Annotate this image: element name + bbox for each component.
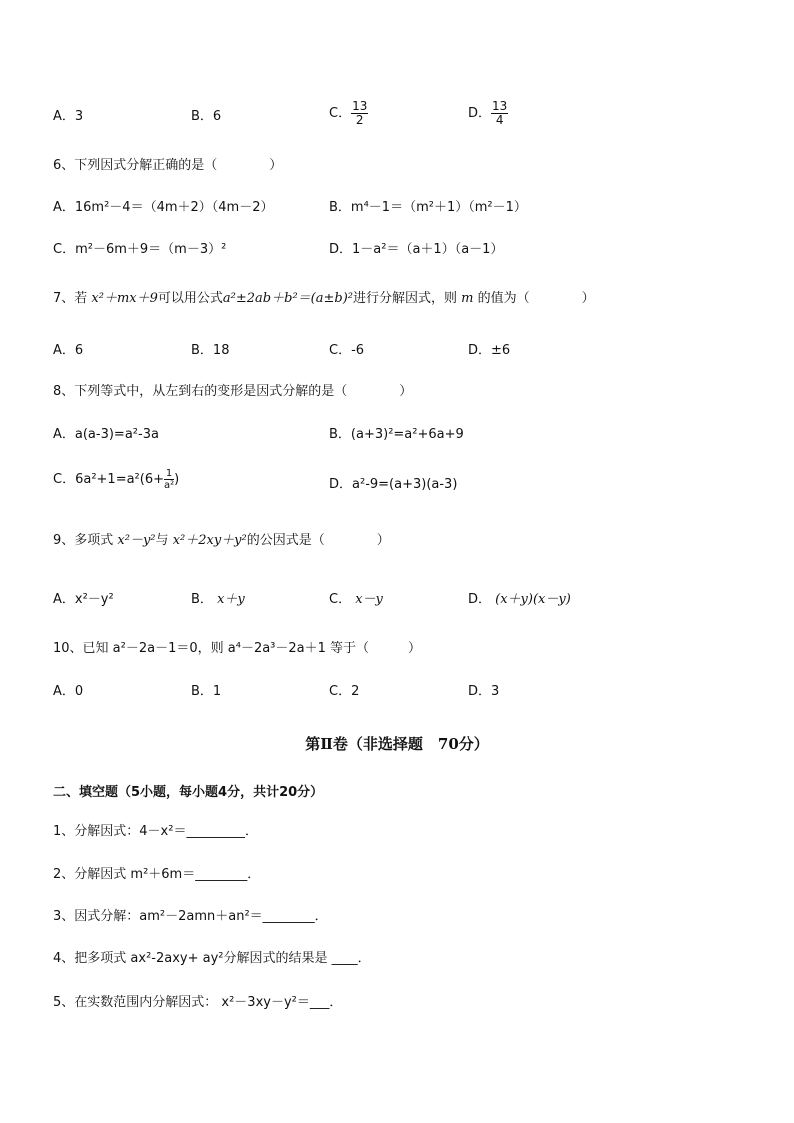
fraction-numerator: 1	[165, 468, 173, 479]
q6-option-c: C．m²－6m＋9＝（m－3）²	[53, 242, 227, 257]
q10-stem: 10、已知 a²－2a－1＝0，则 a⁴－2a³－2a＋1 等于（ ）	[53, 641, 422, 656]
q9-expression-1: x²－y²	[117, 533, 156, 548]
q8-option-b: B．(a+3)²=a²+6a+9	[329, 427, 464, 442]
q10-option-c: C．2	[329, 684, 360, 699]
q5-option-c-label: C．	[329, 106, 352, 121]
q8-option-c-expression: C．6a²+1=a²(6+	[53, 472, 164, 487]
fraction-numerator: 13	[492, 99, 508, 113]
q9-option-b-expression: x＋y	[217, 592, 245, 607]
q9-expression-2: x²＋2xy＋y²	[172, 533, 247, 548]
q7-formula: a²±2ab＋b²＝(a±b)²	[222, 291, 353, 306]
q9-option-d-label: D．	[468, 592, 492, 607]
q9-stem-middle: 与	[155, 533, 169, 548]
q7-expression: x²＋mx＋9	[91, 291, 158, 306]
q9-option-d-expression: (x＋y)(x－y)	[495, 592, 571, 607]
q9-stem-prefix: 9、多项式	[53, 533, 114, 548]
q9-stem	[53, 532, 390, 550]
part-title: 二、填空题（5小题，每小题4分，共计20分）	[53, 785, 324, 800]
fill-blank-item: 4、把多项式 ax²-2axy+ ay²分解因式的结果是 ____．	[53, 951, 371, 966]
fraction-denominator: a²	[164, 480, 175, 491]
q10-option-b: B．1	[191, 684, 222, 699]
q9-option-c	[329, 591, 383, 609]
q10-option-a: A．0	[53, 684, 84, 699]
q7-stem-middle: 可以用公式	[157, 291, 223, 306]
q9-option-c-expression: x－y	[355, 592, 383, 607]
q7-option-a: A．6	[53, 343, 84, 358]
q8-option-c-close: )	[174, 472, 180, 487]
fraction-numerator: 13	[352, 99, 368, 113]
q6-option-b: B．m⁴－1＝（m²＋1）（m²－1）	[329, 200, 527, 215]
q8-stem: 8、下列等式中，从左到右的变形是因式分解的是（ ）	[53, 384, 413, 399]
q8-option-c	[53, 468, 179, 491]
q6-stem: 6、下列因式分解正确的是（ ）	[53, 158, 283, 173]
q10-option-d: D．3	[468, 684, 500, 699]
q8-option-a: A．a(a-3)=a²-3a	[53, 427, 159, 442]
fraction-denominator: 2	[355, 113, 364, 127]
q5-option-c	[329, 100, 368, 127]
q7-stem-middle2: 进行分解因式，则	[352, 291, 457, 306]
q9-option-b-label: B．	[191, 592, 213, 607]
q5-option-a: A．3	[53, 109, 84, 124]
fraction-denominator: 4	[495, 113, 504, 127]
q7-option-d: D．±6	[468, 343, 511, 358]
q7-variable: m	[461, 291, 474, 306]
q8-option-c-fraction	[164, 468, 174, 491]
fill-blank-item: 5、在实数范围内分解因式： x²－3xy－y²＝___．	[53, 995, 343, 1010]
section-title: 第Ⅱ卷（非选择题 70分）	[305, 735, 489, 753]
q9-option-b	[191, 591, 245, 609]
q9-option-a	[53, 591, 114, 609]
fill-blank-item: 3、因式分解：am²－2amn＋an²＝________．	[53, 909, 328, 924]
q6-option-a: A．16m²－4＝（4m＋2）（4m－2）	[53, 200, 274, 215]
q7-stem-prefix: 7、若	[53, 291, 88, 306]
q5-option-c-fraction	[351, 100, 368, 127]
fill-blank-item: 1、分解因式：4－x²＝_________．	[53, 824, 258, 839]
q5-option-b: B．6	[191, 109, 222, 124]
q5-option-d	[468, 100, 508, 127]
q5-option-d-fraction	[491, 100, 508, 127]
q9-option-d	[468, 591, 571, 609]
q6-option-d: D．1－a²＝（a＋1）（a－1）	[329, 242, 504, 257]
q7-stem-suffix: 的值为（ ）	[477, 291, 595, 306]
q7-option-b: B．18	[191, 343, 230, 358]
q7-stem	[53, 290, 595, 308]
q7-option-c: C．-6	[329, 343, 365, 358]
q9-option-a-text: A．x²－y²	[53, 592, 114, 607]
q9-stem-suffix: 的公因式是（ ）	[246, 533, 390, 548]
q5-option-d-label: D．	[468, 106, 492, 121]
fill-blank-item: 2、分解因式 m²＋6m＝________．	[53, 867, 261, 882]
q8-option-d: D．a²-9=(a+3)(a-3)	[329, 477, 458, 492]
q9-option-c-label: C．	[329, 592, 352, 607]
